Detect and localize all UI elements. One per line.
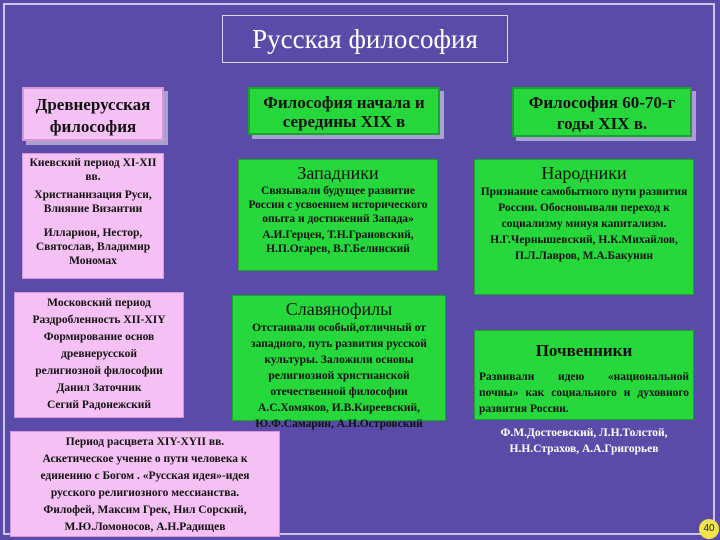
header-early-19th-philosophy: Философия начала и середины XIX в	[248, 87, 440, 135]
period-line: русского религиозного мессианства.	[50, 487, 240, 499]
moscow-line: Раздробленность XII-XIY	[32, 314, 166, 326]
slide-title: Русская философия	[222, 15, 508, 63]
narodniks-box	[474, 159, 694, 295]
pochvenniks-title: Почвенники	[535, 341, 633, 360]
moscow-line: Сегий Радонежский	[46, 399, 152, 411]
westernizers-names: А.И.Герцен, Т.Н.Грановский, Н.П.Огарев, В.Г.Белинский	[262, 229, 414, 255]
period-line: Филофей, Максим Грек, Нил Сорский,	[43, 504, 247, 516]
slavophiles-names: А.С.Хомяков, И.В.Киреевский, Ю.Ф.Самарин, А.Н.Островский	[255, 402, 423, 430]
flourishing-period-box	[10, 431, 280, 537]
narodniks-names: Н.Г.Чернышевский, Н.К.Михайлов, П.Л.Лавров, М.А.Бакунин	[490, 234, 678, 262]
header-ancient-philosophy: Древнерусская философия	[22, 87, 164, 141]
kiev-period-box	[22, 153, 164, 279]
header-mid-19th-philosophy: Философия 60-70-г годы XIX в.	[512, 87, 692, 137]
kiev-names: Илларион, Нестор, Святослав, Владимир Мономах	[35, 227, 151, 267]
page-number-badge: 40	[699, 519, 719, 539]
narodniks-body: Признание самобытного пути развития России. Обосновывали переход к социализму минуя капитализм.	[480, 186, 688, 230]
moscow-line: Московский период	[47, 297, 151, 309]
moscow-line: Данил Заточник	[56, 382, 142, 394]
westernizers-title: Западники	[297, 163, 379, 183]
moscow-line: религиозной философии	[35, 365, 163, 377]
period-line: Период расцвета XIY-XYII вв.	[65, 436, 225, 448]
narodniks-title: Народники	[541, 163, 627, 183]
slavophiles-body: Отстаивали особый,отличный от западного, путь развития русской культуры. Заложили основы религиозной христианской отечественной философии	[251, 322, 427, 398]
moscow-line: древнерусской	[61, 348, 137, 360]
moscow-period-box	[14, 292, 184, 418]
pochvenniks-names: Ф.М.Достоевский, Л.Н.Толстой, Н.Н.Страхов, А.А.Григорьев	[500, 427, 668, 455]
period-line: Аскетическое учение о пути человека к	[42, 453, 248, 465]
kiev-period-label: Киевский период XI-XII вв.	[29, 157, 157, 183]
pochvenniks-box	[474, 330, 694, 420]
pochvenniks-body: Развивали идею «национальной почвы» как социального и духовного развития России.	[479, 371, 689, 415]
period-line: М.Ю.Ломоносов, А.Н.Радищев	[64, 521, 226, 533]
period-line: единению с Богом . «Русская идея»-идея	[40, 470, 250, 482]
westernizers-box	[238, 159, 438, 271]
westernizers-body: Связывали будущее развитие России с усвоением исторического опыта и достижений Запада»	[248, 185, 428, 225]
slavophiles-box	[232, 295, 446, 430]
slavophiles-title: Славянофилы	[285, 299, 393, 319]
kiev-note: Христианизация Руси, Влияние Византии	[34, 189, 152, 215]
moscow-line: Формирование основ	[43, 331, 155, 343]
